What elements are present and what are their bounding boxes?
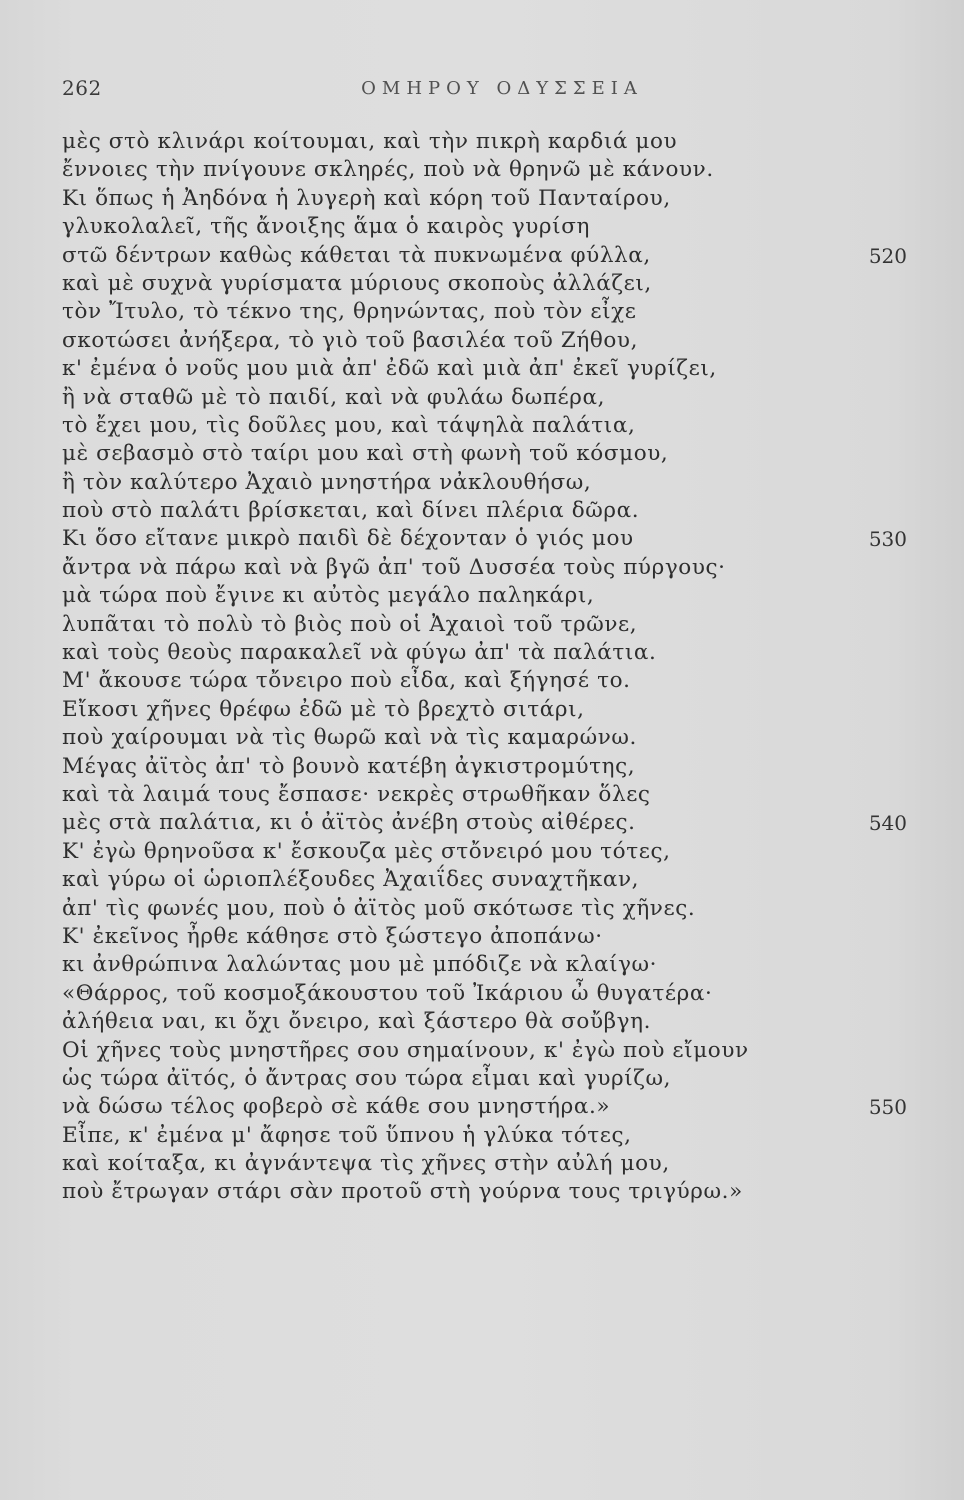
verse-text: ποὺ στὸ παλάτι βρίσκεται, καὶ δίνει πλέρια δῶρα. xyxy=(62,498,640,524)
verse-line xyxy=(62,923,907,951)
verse-line xyxy=(62,440,907,468)
verse-line xyxy=(62,809,907,837)
verse-line xyxy=(62,1008,907,1036)
verse-text: ἔννοιες τὴν πνίγουνε σκληρές, ποὺ νὰ θρηνῶ μὲ κάνουν. xyxy=(62,157,714,183)
verse-text: Οἱ χῆνες τοὺς μνηστῆρες σου σημαίνουν, κ' ἐγὼ ποὺ εἴμουν xyxy=(62,1037,749,1063)
verse-text: καὶ μὲ συχνὰ γυρίσματα μύριους σκοποὺς ἀλλάζει, xyxy=(62,270,652,296)
verse-line xyxy=(62,895,907,923)
verse-line xyxy=(62,667,907,695)
page-number: 262 xyxy=(62,76,102,100)
verse-text: ἢ τὸν καλύτερο Ἀχαιὸ μνηστήρα νἀκλουθήσω, xyxy=(62,469,592,495)
verse-text: κι ἀνθρώπινα λαλώντας μου μὲ μπόδιζε νὰ κλαίγω· xyxy=(62,952,658,978)
verse-line xyxy=(62,185,907,213)
verse-text: μὲ σεβασμὸ στὸ ταίρι μου καὶ στὴ φωνὴ τοῦ κόσμου, xyxy=(62,441,669,467)
verse-line xyxy=(62,355,907,383)
verse-line xyxy=(62,270,907,298)
verse-text: σκοτώσει ἀνήξερα, τὸ γιὸ τοῦ βασιλέα τοῦ Ζήθου, xyxy=(62,327,639,353)
verse-text: νὰ δώσω τέλος φοβερὸ σὲ κάθε σου μνηστήρα.» xyxy=(62,1094,611,1120)
verse-line xyxy=(62,1122,907,1150)
verse-line xyxy=(62,242,907,270)
verse-text: Εἶπε, κ' ἐμένα μ' ἄφησε τοῦ ὕπνου ἡ γλύκα τότες, xyxy=(62,1122,632,1148)
verse-line xyxy=(62,128,907,156)
verse-text: Κ' ἐγὼ θρηνοῦσα κ' ἔσκουζα μὲς στὄνειρό μου τότες, xyxy=(62,838,671,864)
verse-text: καὶ τὰ λαιμά τους ἔσπασε· νεκρὲς στρωθῆκαν ὅλες xyxy=(62,781,651,807)
line-number: 520 xyxy=(868,243,907,268)
verse-line xyxy=(62,1065,907,1093)
verse-text: Κι ὅσο εἴτανε μικρὸ παιδὶ δὲ δέχονταν ὁ γιός μου xyxy=(62,526,634,552)
verse-text: «Θάρρος, τοῦ κοσμοξάκουστου τοῦ Ἰκάριου ὦ θυγατέρα· xyxy=(62,980,713,1006)
verse-text: ποὺ ἔτρωγαν στάρι σὰν προτοῦ στὴ γούρνα τους τριγύρω.» xyxy=(62,1179,743,1205)
line-number: 540 xyxy=(868,811,907,836)
verse-line xyxy=(62,611,907,639)
verse-line xyxy=(62,469,907,497)
verse-text: ἢ νὰ σταθῶ μὲ τὸ παιδί, καὶ νὰ φυλάω δωπέρα, xyxy=(62,384,606,410)
verse-line xyxy=(62,639,907,667)
verse-line xyxy=(62,497,907,525)
verse-line xyxy=(62,525,907,553)
line-number: 530 xyxy=(868,527,907,552)
verse-text: Κ' ἐκεῖνος ἦρθε κάθησε στὸ ξώστεγο ἀποπάνω· xyxy=(62,923,603,949)
verse-line xyxy=(62,156,907,184)
verse-text: τὸν Ἴτυλο, τὸ τέκνο της, θρηνώντας, ποὺ τὸν εἶχε xyxy=(62,299,637,325)
verse-text: ἄντρα νὰ πάρω καὶ νὰ βγῶ ἀπ' τοῦ Δυσσέα τοὺς πύργους· xyxy=(62,554,726,580)
verse-text: γλυκολαλεῖ, τῆς ἄνοιξης ἅμα ὁ καιρὸς γυρίση xyxy=(62,214,590,240)
line-number: 550 xyxy=(868,1095,907,1120)
verse-line xyxy=(62,866,907,894)
verse-line xyxy=(62,753,907,781)
verse-text: Εἴκοσι χῆνες θρέφω ἐδῶ μὲ τὸ βρεχτὸ σιτάρι, xyxy=(62,696,585,722)
verse-line xyxy=(62,412,907,440)
verse-text: ποὺ χαίρουμαι νὰ τὶς θωρῶ καὶ νὰ τὶς καμαρώνω. xyxy=(62,725,637,751)
verse-line xyxy=(62,582,907,610)
verse-text: τὸ ἔχει μου, τὶς δοῦλες μου, καὶ τάψηλὰ παλάτια, xyxy=(62,412,636,438)
verse-line xyxy=(62,696,907,724)
poem-text xyxy=(62,128,907,1207)
verse-line xyxy=(62,838,907,866)
verse-line xyxy=(62,951,907,979)
verse-line xyxy=(62,384,907,412)
verse-text: καὶ γύρω οἱ ὡριοπλέξουδες Ἀχαιΐδες συναχτῆκαν, xyxy=(62,867,640,893)
verse-line xyxy=(62,1150,907,1178)
verse-line xyxy=(62,1178,907,1206)
verse-text: κ' ἐμένα ὁ νοῦς μου μιὰ ἀπ' ἐδῶ καὶ μιὰ ἀπ' ἐκεῖ γυρίζει, xyxy=(62,356,717,382)
verse-text: Κι ὅπως ἡ Ἀηδόνα ἡ λυγερὴ καὶ κόρη τοῦ Πανταίρου, xyxy=(62,185,671,211)
verse-line xyxy=(62,980,907,1008)
verse-line xyxy=(62,1037,907,1065)
verse-text: στῶ δέντρων καθὼς κάθεται τὰ πυκνωμένα φύλλα, xyxy=(62,242,651,268)
verse-text: καὶ κοίταξα, κι ἀγνάντεψα τὶς χῆνες στὴν αὐλή μου, xyxy=(62,1151,670,1177)
verse-line xyxy=(62,781,907,809)
verse-text: λυπᾶται τὸ πολὺ τὸ βιὸς ποὺ οἱ Ἀχαιοὶ τοῦ τρῶνε, xyxy=(62,611,638,637)
verse-line xyxy=(62,724,907,752)
verse-line xyxy=(62,1093,907,1121)
verse-text: μὰ τώρα ποὺ ἔγινε κι αὐτὸς μεγάλο παληκάρι, xyxy=(62,583,595,609)
verse-text: καὶ τοὺς θεοὺς παρακαλεῖ νὰ φύγω ἀπ' τὰ παλάτια. xyxy=(62,640,657,666)
verse-line xyxy=(62,554,907,582)
page-header xyxy=(62,76,902,106)
verse-text: ὡς τώρα ἀϊτός, ὁ ἄντρας σου τώρα εἶμαι καὶ γυρίζω, xyxy=(62,1065,672,1091)
verse-text: μὲς στὰ παλάτια, κι ὁ ἀϊτὸς ἀνέβη στοὺς αἰθέρες. xyxy=(62,810,636,836)
verse-text: μὲς στὸ κλινάρι κοίτουμαι, καὶ τὴν πικρὴ καρδιά μου xyxy=(62,129,678,154)
verse-line xyxy=(62,327,907,355)
verse-line xyxy=(62,298,907,326)
verse-text: Μέγας ἀϊτὸς ἀπ' τὸ βουνὸ κατέβη ἀγκιστρομύτης, xyxy=(62,753,636,779)
verse-text: ἀπ' τὶς φωνές μου, ποὺ ὁ ἀϊτὸς μοῦ σκότωσε τὶς χῆνες. xyxy=(62,895,696,921)
verse-line xyxy=(62,213,907,241)
verse-text: ἀλήθεια ναι, κι ὄχι ὄνειρο, καὶ ξάστερο θὰ σοὔβγη. xyxy=(62,1009,652,1035)
verse-text: Μ' ἄκουσε τώρα τὄνειρο ποὺ εἶδα, καὶ ξήγησέ το. xyxy=(62,668,631,694)
running-title: ΟΜΗΡΟΥ ΟΔΥΣΣΕΙΑ xyxy=(361,78,643,99)
